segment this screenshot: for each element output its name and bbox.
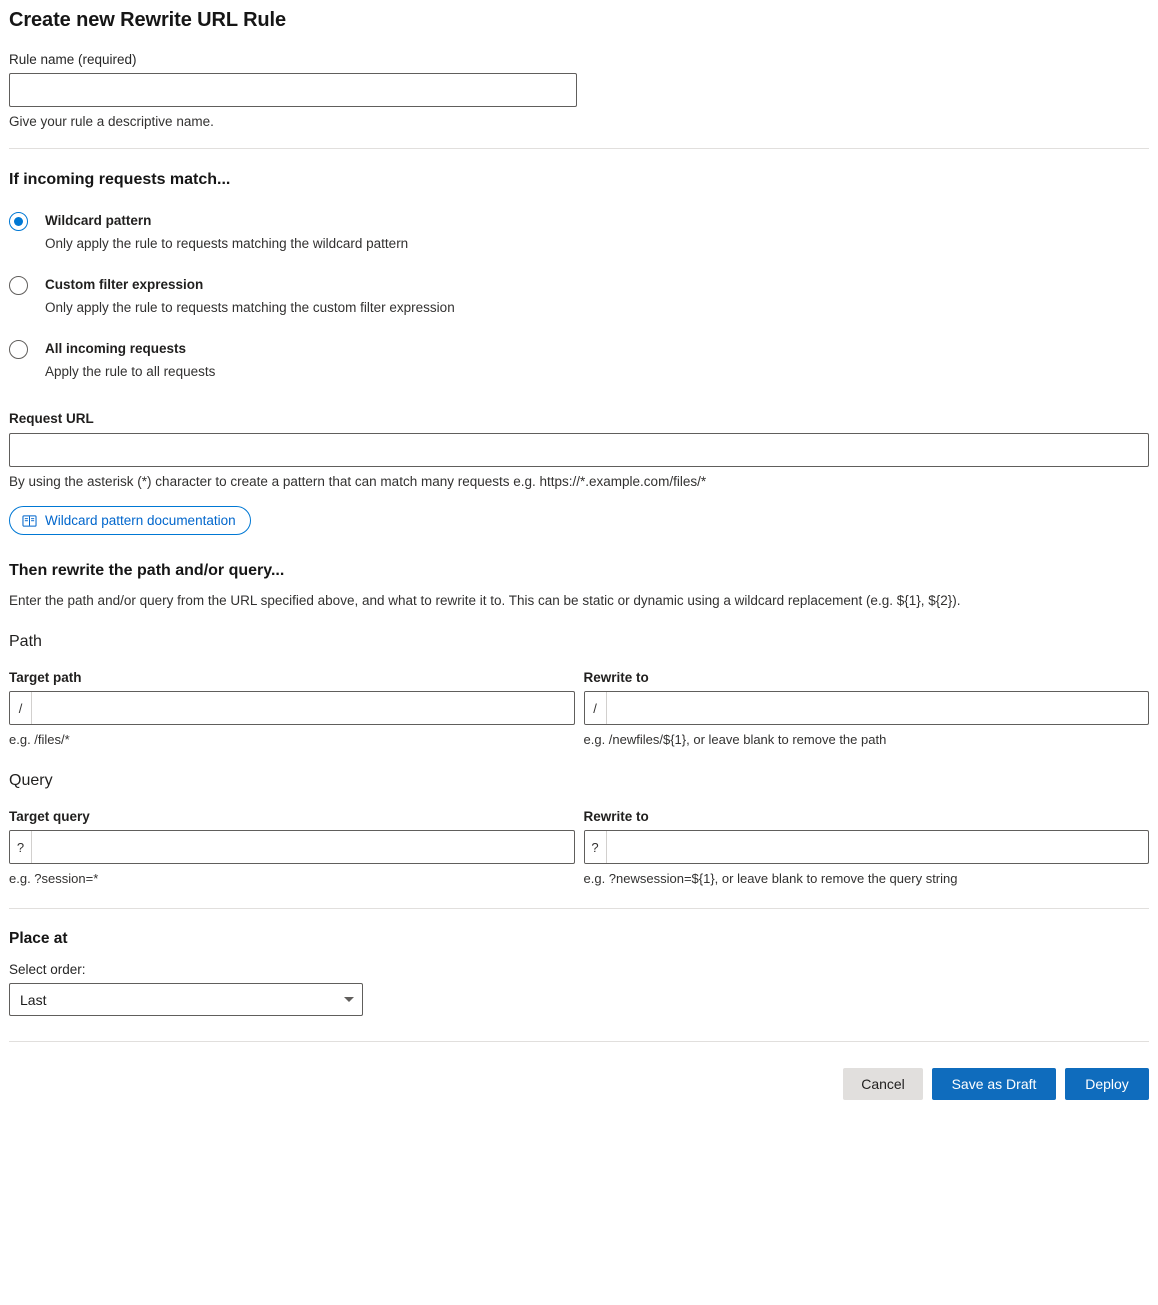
page-title: Create new Rewrite URL Rule <box>9 9 287 31</box>
rewrite-section-description: Enter the path and/or query from the URL specified above, and what to rewrite it to. This can be static or dynamic using a wildcard replacement (e.g. ${1}, ${2}). <box>9 593 961 609</box>
radio-label-all-incoming-requests: All incoming requests <box>45 341 187 357</box>
radio-label-custom-filter-expression: Custom filter expression <box>45 277 204 293</box>
target-path-label: Target path <box>9 670 82 686</box>
divider-place-at <box>9 908 1149 909</box>
radio-option-wildcard-pattern[interactable] <box>9 211 1149 253</box>
request-url-hint: By using the asterisk (*) character to create a pattern that can match many requests e.g. https://*.example.com/files/* <box>9 474 707 490</box>
match-radio-group <box>9 211 1149 381</box>
form-actions <box>9 1068 1149 1117</box>
radio-circle-icon[interactable] <box>9 340 28 359</box>
target-query-label: Target query <box>9 809 90 825</box>
path-fields-row <box>9 651 1149 747</box>
radio-desc-wildcard-pattern: Only apply the rule to requests matching the wildcard pattern <box>45 235 409 251</box>
rule-name-input[interactable] <box>9 73 577 107</box>
slash-prefix-icon: / <box>10 692 32 724</box>
target-path-column <box>9 651 575 747</box>
cancel-button[interactable]: Cancel <box>843 1068 923 1100</box>
rewrite-path-input[interactable] <box>607 692 1149 724</box>
rewrite-query-field[interactable] <box>584 830 1150 864</box>
path-group-heading: Path <box>9 633 42 651</box>
rule-name-hint: Give your rule a descriptive name. <box>9 114 214 129</box>
place-at-heading: Place at <box>9 930 68 948</box>
rewrite-query-input[interactable] <box>607 831 1149 863</box>
target-query-field[interactable] <box>9 830 575 864</box>
radio-circle-icon[interactable] <box>9 212 28 231</box>
book-icon <box>22 514 37 528</box>
question-mark-prefix-icon: ? <box>10 831 32 863</box>
divider-footer <box>9 1041 1149 1042</box>
doc-link-label: Wildcard pattern documentation <box>45 513 236 529</box>
target-path-field[interactable] <box>9 691 575 725</box>
divider-top <box>9 148 1149 149</box>
question-mark-prefix-icon: ? <box>585 831 607 863</box>
target-path-input[interactable] <box>32 692 574 724</box>
select-order-dropdown[interactable] <box>9 983 363 1016</box>
query-group-heading: Query <box>9 772 53 790</box>
slash-prefix-icon: / <box>585 692 607 724</box>
radio-desc-all-incoming-requests: Apply the rule to all requests <box>45 363 216 379</box>
target-path-hint: e.g. /files/* <box>9 732 70 748</box>
select-order-value: Last <box>20 991 47 1008</box>
radio-option-custom-filter-expression[interactable] <box>9 275 1149 317</box>
radio-label-wildcard-pattern: Wildcard pattern <box>45 213 152 228</box>
query-fields-row <box>9 790 1149 886</box>
target-query-input[interactable] <box>32 831 574 863</box>
rewrite-path-column <box>584 651 1150 747</box>
rewrite-section-title: Then rewrite the path and/or query... <box>9 562 285 580</box>
select-order-label: Select order: <box>9 962 86 978</box>
rewrite-query-label: Rewrite to <box>583 809 649 825</box>
rewrite-path-label: Rewrite to <box>583 670 649 686</box>
request-url-input[interactable] <box>9 433 1149 467</box>
target-query-column <box>9 790 575 886</box>
rewrite-path-hint: e.g. /newfiles/${1}, or leave blank to remove the path <box>583 732 887 748</box>
rewrite-query-hint: e.g. ?newsession=${1}, or leave blank to remove the query string <box>583 871 958 887</box>
target-query-hint: e.g. ?session=* <box>9 871 99 887</box>
radio-desc-custom-filter-expression: Only apply the rule to requests matching the custom filter expression <box>45 299 455 315</box>
radio-option-all-incoming-requests[interactable] <box>9 339 1149 381</box>
rule-name-label: Rule name (required) <box>9 52 137 67</box>
deploy-button[interactable]: Deploy <box>1065 1068 1149 1100</box>
rewrite-query-column <box>584 790 1150 886</box>
rewrite-path-field[interactable] <box>584 691 1150 725</box>
wildcard-pattern-documentation-link[interactable] <box>9 506 251 535</box>
chevron-down-icon[interactable] <box>344 997 354 1002</box>
request-url-label: Request URL <box>9 411 94 427</box>
match-section-title: If incoming requests match... <box>9 171 231 188</box>
radio-circle-icon[interactable] <box>9 276 28 295</box>
save-as-draft-button[interactable]: Save as Draft <box>932 1068 1056 1100</box>
